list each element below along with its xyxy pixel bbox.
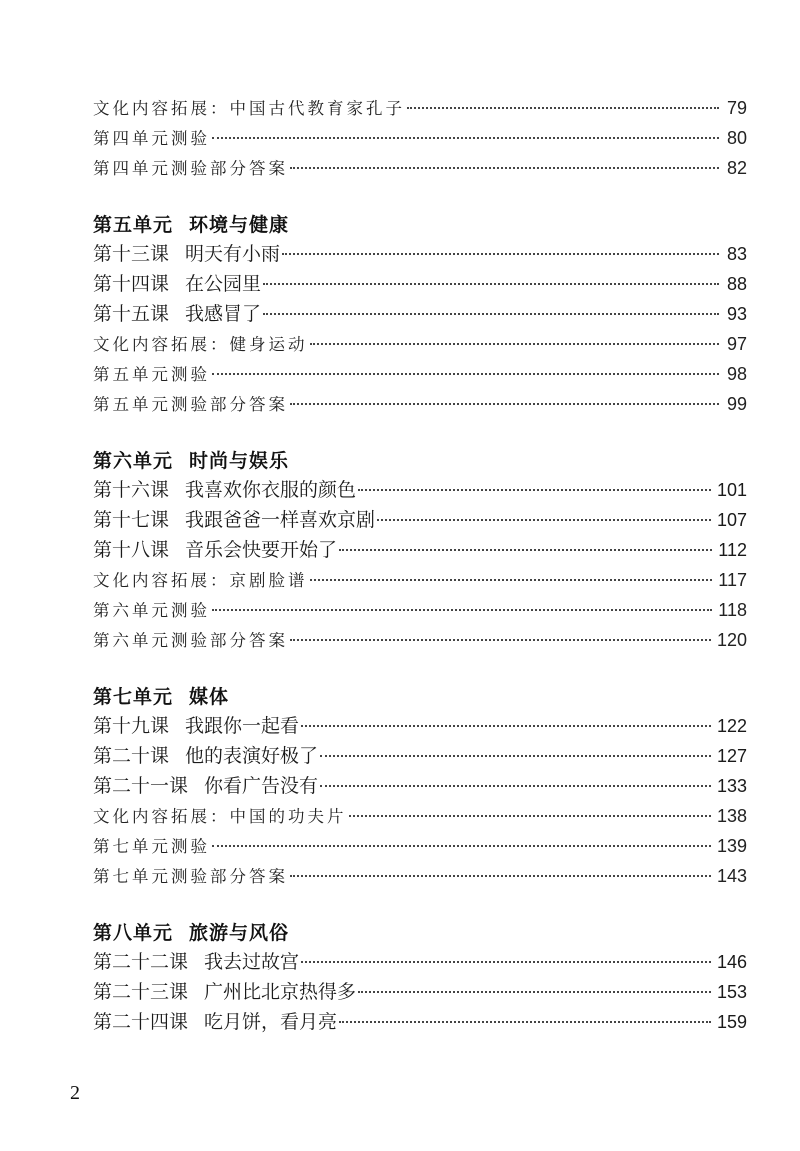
dot-leader <box>290 639 711 641</box>
entry-page-number: 139 <box>716 836 747 856</box>
lesson-label: 第十六课 <box>93 479 170 501</box>
dot-leader <box>212 609 712 611</box>
toc-sub-entry[interactable] <box>93 93 747 123</box>
entry-text <box>93 802 347 832</box>
toc-sub-entry[interactable] <box>93 595 747 625</box>
entry-title: 第七单元测验 <box>93 837 210 856</box>
table-of-contents <box>93 93 747 1065</box>
dot-leader <box>310 343 720 345</box>
lesson-title: 在公园里 <box>185 273 262 295</box>
toc-lesson-entry[interactable] <box>93 239 747 269</box>
toc-section <box>93 683 747 891</box>
lesson-label: 第二十二课 <box>93 951 189 973</box>
toc-lesson-entry[interactable] <box>93 475 747 505</box>
unit-name: 旅游与风俗 <box>189 922 290 944</box>
entry-title: 第六单元测验部分答案 <box>93 631 288 650</box>
unit-label: 第八单元 <box>93 922 174 944</box>
entry-title: 第四单元测验部分答案 <box>93 159 288 178</box>
toc-lesson-entry[interactable] <box>93 977 747 1007</box>
entry-title: 文化内容拓展：中国的功夫片 <box>93 807 347 826</box>
entry-page-number: 80 <box>726 128 747 148</box>
entry-page-number: 88 <box>726 274 747 294</box>
unit-label: 第五单元 <box>93 214 174 236</box>
entry-title: 文化内容拓展：中国古代教育家孔子 <box>93 99 405 118</box>
lesson-label: 第二十三课 <box>93 981 189 1003</box>
entry-page-number: 98 <box>726 364 747 384</box>
dot-leader <box>263 313 719 315</box>
entry-page-number: 99 <box>726 394 747 414</box>
lesson-label: 第十九课 <box>93 715 170 737</box>
lesson-title: 广州比北京热得多 <box>204 981 357 1003</box>
toc-lesson-entry[interactable] <box>93 269 747 299</box>
entry-text <box>93 505 375 535</box>
entry-page-number: 122 <box>716 716 747 736</box>
entry-text <box>93 269 261 299</box>
toc-section <box>93 211 747 419</box>
entry-text <box>93 947 299 977</box>
dot-leader <box>377 519 711 521</box>
entry-text <box>93 741 318 771</box>
entry-page-number: 83 <box>726 244 747 264</box>
entry-text <box>93 475 356 505</box>
unit-label: 第六单元 <box>93 450 174 472</box>
entry-text <box>93 94 405 124</box>
entry-page-number: 159 <box>716 1012 747 1032</box>
entry-title: 第六单元测验 <box>93 601 210 620</box>
lesson-label: 第十五课 <box>93 303 170 325</box>
entry-page-number: 101 <box>716 480 747 500</box>
entry-page-number: 118 <box>718 600 747 620</box>
unit-heading <box>93 211 747 239</box>
toc-sub-entry[interactable] <box>93 565 747 595</box>
entry-page-number: 120 <box>716 630 747 650</box>
entry-page-number: 79 <box>726 98 747 118</box>
toc-section <box>93 919 747 1037</box>
dot-leader <box>358 489 711 491</box>
lesson-label: 第十三课 <box>93 243 170 265</box>
toc-lesson-entry[interactable] <box>93 299 747 329</box>
dot-leader <box>290 403 719 405</box>
entry-text <box>93 862 288 892</box>
lesson-title: 我去过故宫 <box>204 951 300 973</box>
lesson-label: 第二十一课 <box>93 775 189 797</box>
entry-page-number: 82 <box>726 158 747 178</box>
dot-leader <box>310 579 713 581</box>
entry-text <box>93 626 288 656</box>
dot-leader <box>263 283 719 285</box>
entry-page-number: 93 <box>726 304 747 324</box>
dot-leader <box>290 167 719 169</box>
dot-leader <box>301 961 711 963</box>
dot-leader <box>301 725 711 727</box>
unit-name: 环境与健康 <box>189 214 290 236</box>
lesson-label: 第二十四课 <box>93 1011 189 1033</box>
entry-title: 文化内容拓展：京剧脸谱 <box>93 571 308 590</box>
dot-leader <box>290 875 711 877</box>
dot-leader <box>212 137 719 139</box>
entry-text <box>93 390 288 420</box>
lesson-title: 吃月饼，看月亮 <box>204 1011 338 1033</box>
entry-text <box>93 535 337 565</box>
entry-text <box>93 154 288 184</box>
toc-section <box>93 447 747 655</box>
entry-page-number: 138 <box>716 806 747 826</box>
lesson-title: 我感冒了 <box>185 303 262 325</box>
toc-sub-entry[interactable] <box>93 831 747 861</box>
entry-text <box>93 124 210 154</box>
lesson-label: 第二十课 <box>93 745 170 767</box>
dot-leader <box>339 1021 711 1023</box>
entry-title: 文化内容拓展：健身运动 <box>93 335 308 354</box>
lesson-title: 我跟你一起看 <box>185 715 300 737</box>
toc-sub-entry[interactable] <box>93 801 747 831</box>
page-number: 2 <box>70 1082 80 1104</box>
toc-lesson-entry[interactable] <box>93 741 747 771</box>
dot-leader <box>349 815 711 817</box>
lesson-title: 音乐会快要开始了 <box>185 539 338 561</box>
entry-text <box>93 1007 337 1037</box>
entry-page-number: 153 <box>716 982 747 1002</box>
entry-text <box>93 299 261 329</box>
entry-text <box>93 711 299 741</box>
lesson-title: 我跟爸爸一样喜欢京剧 <box>185 509 376 531</box>
dot-leader <box>358 991 711 993</box>
toc-sub-entry[interactable] <box>93 389 747 419</box>
entry-text <box>93 566 308 596</box>
entry-title: 第四单元测验 <box>93 129 210 148</box>
toc-section <box>93 93 747 183</box>
toc-sub-entry[interactable] <box>93 329 747 359</box>
toc-lesson-entry[interactable] <box>93 535 747 565</box>
entry-page-number: 146 <box>716 952 747 972</box>
toc-lesson-entry[interactable] <box>93 771 747 801</box>
entry-text <box>93 596 210 626</box>
unit-heading <box>93 447 747 475</box>
entry-page-number: 107 <box>716 510 747 530</box>
lesson-label: 第十四课 <box>93 273 170 295</box>
unit-label: 第七单元 <box>93 686 174 708</box>
entry-page-number: 143 <box>716 866 747 886</box>
entry-page-number: 117 <box>718 570 747 590</box>
toc-lesson-entry[interactable] <box>93 711 747 741</box>
entry-text <box>93 330 308 360</box>
toc-sub-entry[interactable] <box>93 861 747 891</box>
toc-sub-entry[interactable] <box>93 153 747 183</box>
lesson-label: 第十七课 <box>93 509 170 531</box>
dot-leader <box>320 755 711 757</box>
dot-leader <box>339 549 712 551</box>
dot-leader <box>282 253 719 255</box>
dot-leader <box>320 785 711 787</box>
toc-lesson-entry[interactable] <box>93 505 747 535</box>
unit-name: 时尚与娱乐 <box>189 450 290 472</box>
toc-sub-entry[interactable] <box>93 625 747 655</box>
entry-title: 第五单元测验 <box>93 365 210 384</box>
toc-sub-entry[interactable] <box>93 359 747 389</box>
dot-leader <box>212 373 719 375</box>
toc-lesson-entry[interactable] <box>93 1007 747 1037</box>
unit-heading <box>93 683 747 711</box>
entry-page-number: 133 <box>716 776 747 796</box>
dot-leader <box>212 845 711 847</box>
unit-name: 媒体 <box>189 686 230 708</box>
entry-text <box>93 771 318 801</box>
unit-heading <box>93 919 747 947</box>
entry-page-number: 112 <box>718 540 747 560</box>
toc-lesson-entry[interactable] <box>93 947 747 977</box>
entry-text <box>93 239 280 269</box>
entry-text <box>93 832 210 862</box>
lesson-title: 他的表演好极了 <box>185 745 319 767</box>
entry-title: 第七单元测验部分答案 <box>93 867 288 886</box>
entry-page-number: 97 <box>726 334 747 354</box>
entry-page-number: 127 <box>716 746 747 766</box>
entry-text <box>93 977 356 1007</box>
entry-text <box>93 360 210 390</box>
lesson-title: 我喜欢你衣服的颜色 <box>185 479 357 501</box>
toc-sub-entry[interactable] <box>93 123 747 153</box>
dot-leader <box>407 107 719 109</box>
lesson-title: 你看广告没有 <box>204 775 319 797</box>
lesson-title: 明天有小雨 <box>185 243 281 265</box>
entry-title: 第五单元测验部分答案 <box>93 395 288 414</box>
lesson-label: 第十八课 <box>93 539 170 561</box>
